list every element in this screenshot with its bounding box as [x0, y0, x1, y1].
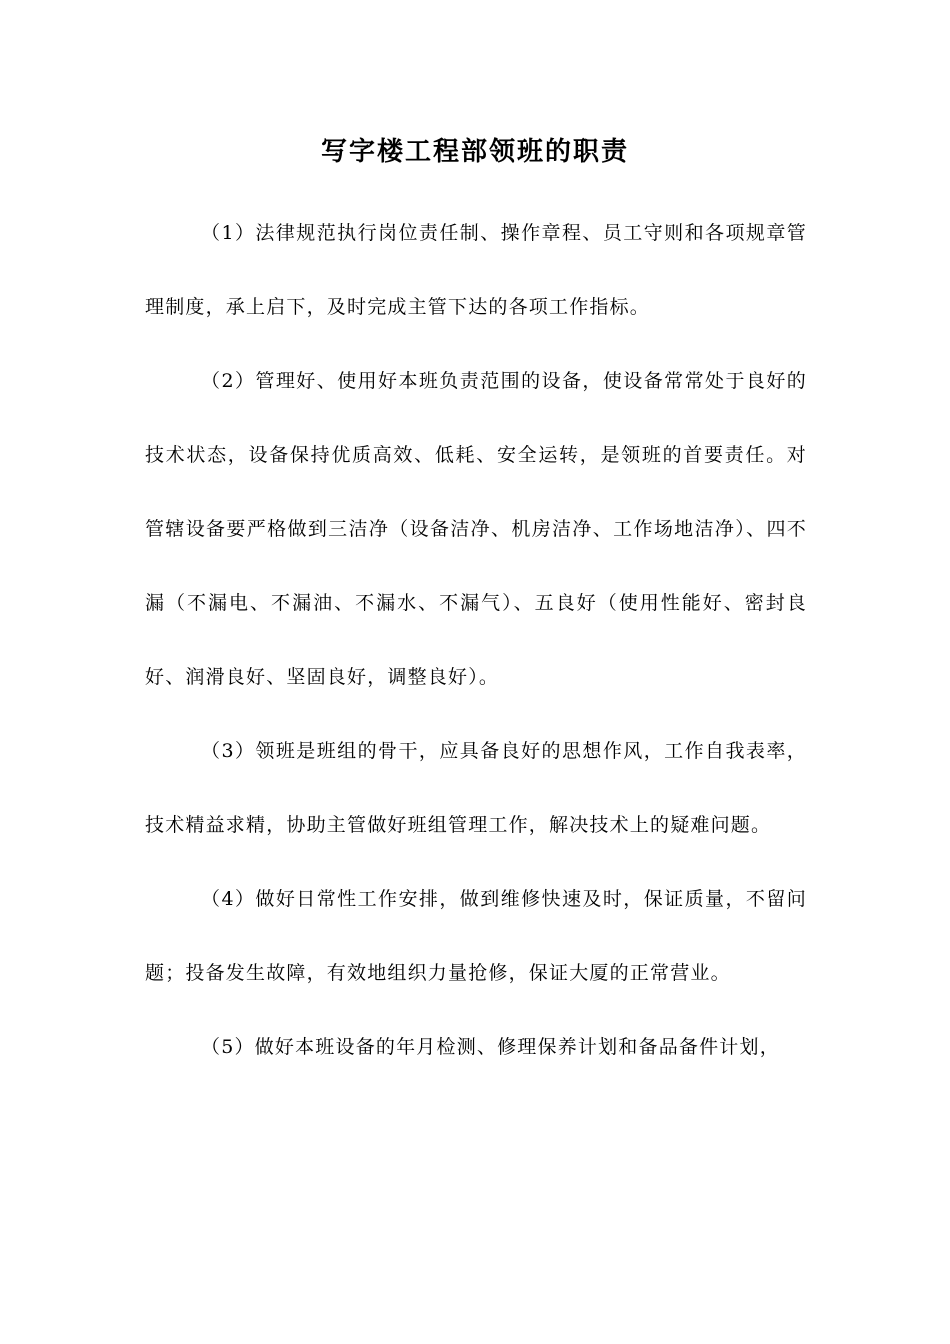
- paragraph-3: （3）领班是班组的骨干，应具备良好的思想作风，工作自我表率，技术精益求精，协助主管做好班组管理工作，解决技术上的疑难问题。: [145, 740, 807, 836]
- paragraph-5: （5）做好本班设备的年月检测、修理保养计划和备品备件计划，: [201, 1036, 780, 1058]
- paragraph-1: （1）法律规范执行岗位责任制、操作章程、员工守则和各项规章管理制度，承上启下，及时完成主管下达的各项工作指标。: [145, 222, 807, 318]
- paragraph-2: （2）管理好、使用好本班负责范围的设备，使设备常常处于良好的技术状态，设备保持优质高效、低耗、安全运转，是领班的首要责任。对管辖设备要严格做到三洁净（设备洁净、机房洁净、工作场地洁净）、四不漏（不漏电、不漏油、不漏水、不漏气）、五良好（使用性能好、密封良好、润滑良好、坚固良好，调整良好）。: [145, 370, 807, 688]
- document-title: 写字楼工程部领班的职责: [320, 137, 629, 167]
- paragraph-4: （4）做好日常性工作安排，做到维修快速及时，保证质量，不留问题；投备发生故障，有效地组织力量抢修，保证大厦的正常营业。: [145, 888, 807, 984]
- document-body: [145, 196, 807, 1084]
